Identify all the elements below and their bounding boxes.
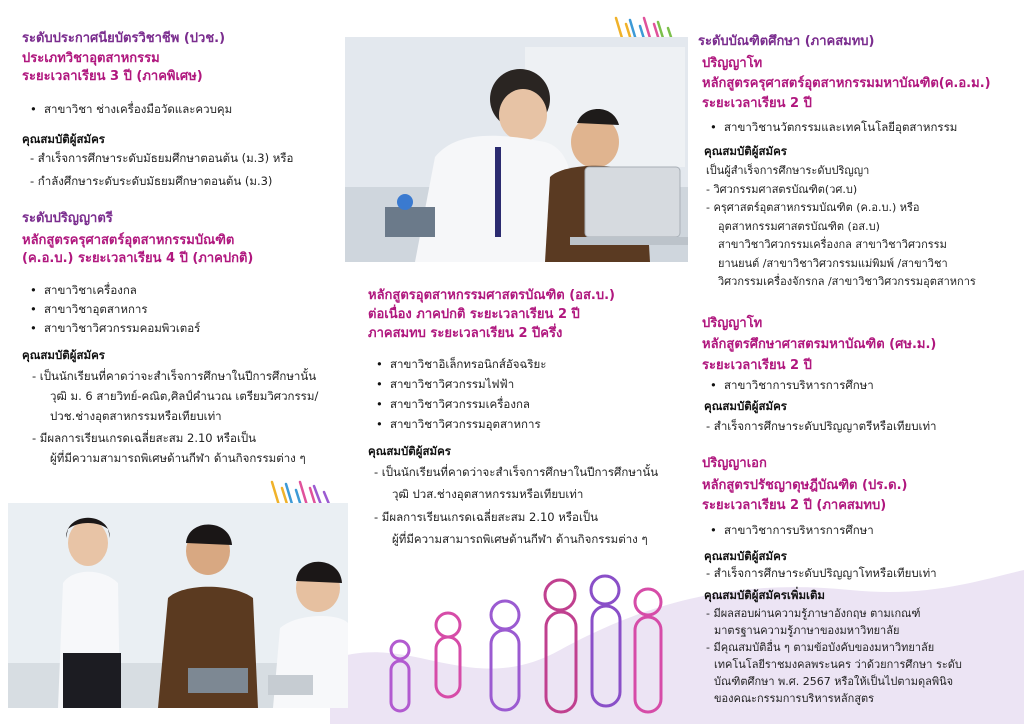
industrial-qual-heading: คุณสมบัติผู้สมัคร (368, 444, 451, 458)
doctorate-program: หลักสูตรปรัชญาดุษฎีบัณฑิต (ปร.ด.) (702, 478, 908, 493)
list-item: - มีคุณสมบัติอื่น ๆ ตามข้อบังคับของมหาวิทยาลัย (706, 641, 935, 654)
cert-type: ประเภทวิชาอุตสาหกรรม (22, 51, 160, 66)
list-item: วุฒิ ปวส.ช่างอุตสาหกรรมหรือเทียบเท่า (392, 487, 584, 501)
master2-qual-heading: คุณสมบัติผู้สมัคร (704, 399, 787, 413)
list-item: อุตสาหกรรมศาสตรบัณฑิต (อส.บ) (718, 219, 880, 233)
industrial-program-regular: ต่อเนื่อง ภาคปกติ ระยะเวลาเรียน 2 ปี (368, 307, 580, 322)
cert-level-title: ระดับประกาศนียบัตรวิชาชีพ (ปวช.) (22, 31, 226, 46)
doctorate-level: ปริญญาเอก (702, 456, 767, 471)
cert-qual-list (26, 150, 336, 190)
bachelor-qual-heading: คุณสมบัติผู้สมัคร (22, 348, 105, 362)
list-item: • สาขาวิชาการบริหารการศึกษา (706, 377, 1016, 394)
master1-program: หลักสูตรครุศาสตร์อุตสาหกรรมมหาบัณฑิต(ค.อ.ม.) (702, 76, 991, 91)
list-item: ผู้ที่มีความสามารถพิเศษด้านกีฬา ด้านกิจกรรมต่าง ๆ (392, 532, 648, 546)
students-laptop-photo (345, 37, 688, 262)
list-item: - มีผลสอบผ่านความรู้ภาษาอังกฤษ ตามเกณฑ์ (706, 607, 921, 620)
cert-qual-heading: คุณสมบัติผู้สมัคร (22, 132, 105, 146)
master1-level: ปริญญาโท (702, 56, 763, 71)
master1-duration: ระยะเวลาเรียน 2 ปี (702, 96, 812, 111)
bachelor-level-title: ระดับปริญญาตรี (22, 211, 113, 226)
list-item: - มีผลการเรียนเกรดเฉลี่ยสะสม 2.10 หรือเป็น (374, 510, 599, 524)
list-item: • สาขาวิชาอิเล็กทรอนิกส์อัจฉริยะ (372, 356, 682, 373)
master1-qual-list (702, 162, 1018, 292)
list-item: วุฒิ ม. 6 สายวิทย์-คณิต,ศิลป์คำนวณ เตรียมวิศวกรรม/ (50, 389, 319, 403)
bachelor-majors-list (26, 282, 336, 337)
list-item: • สาขาวิชาวิศวกรรมอุตสาหการ (372, 416, 682, 433)
students-group-photo (8, 503, 348, 708)
list-item: ยานยนต์ /สาขาวิชาวิศวกรรมแม่พิมพ์ /สาขาวิชา (718, 256, 948, 270)
list-item: • สาขาวิชาวิศวกรรมคอมพิวเตอร์ (26, 320, 336, 337)
list-item: • สาขาวิชาอุตสาหการ (26, 301, 336, 318)
list-item: ปวช.ช่างอุตสาหกรรมหรือเทียบเท่า (50, 409, 222, 423)
list-item: มาตรฐานความรู้ภาษาของมหาวิทยาลัย (714, 624, 900, 637)
list-item: - ครุศาสตร์อุตสาหกรรมบัณฑิต (ค.อ.บ.) หรือ (706, 201, 920, 214)
list-item: • สาขาวิชาการบริหารการศึกษา (706, 522, 1016, 539)
list-item: • สาขาวิชา ช่างเครื่องมือวัดและควบคุม (26, 101, 336, 118)
cert-majors-list (26, 101, 336, 118)
list-item: • สาขาวิชานวัตกรรมและเทคโนโลยีอุตสาหกรรม (706, 119, 1016, 136)
list-item: - มีผลการเรียนเกรดเฉลี่ยสะสม 2.10 หรือเป็น (32, 431, 257, 445)
list-item: ผู้ที่มีความสามารถพิเศษด้านกีฬา ด้านกิจกรรมต่าง ๆ (50, 451, 306, 465)
list-item: • สาขาวิชาวิศวกรรมเครื่องกล (372, 396, 682, 413)
doctorate-extra-heading: คุณสมบัติผู้สมัครเพิ่มเติม (704, 588, 826, 602)
list-item: เป็นผู้สำเร็จการศึกษาระดับปริญญา (706, 164, 870, 177)
list-item: บัณฑิตศึกษา พ.ศ. 2567 หรือให้เป็นไปตามดุลพินิจ (714, 675, 954, 688)
list-item: - วิศวกรรมศาสตรบัณฑิต(วศ.บ) (706, 182, 858, 196)
doctorate-extra-list (702, 605, 1018, 707)
list-item: • สาขาวิชาวิศวกรรมไฟฟ้า (372, 376, 682, 393)
industrial-program-title: หลักสูตรอุตสาหกรรมศาสตรบัณฑิต (อส.บ.) (368, 288, 615, 303)
doctorate-majors-list (706, 522, 1016, 539)
master2-program: หลักสูตรศึกษาศาสตรมหาบัณฑิต (ศษ.ม.) (702, 337, 937, 352)
industrial-qual-list (370, 464, 690, 548)
doctorate-qual-list (702, 565, 1018, 582)
bachelor-program-duration: (ค.อ.บ.) ระยะเวลาเรียน 4 ปี (ภาคปกติ) (22, 251, 254, 266)
doctorate-qual-heading: คุณสมบัติผู้สมัคร (704, 549, 787, 563)
list-item: • สาขาวิชาเครื่องกล (26, 282, 336, 299)
master1-qual-heading: คุณสมบัติผู้สมัคร (704, 144, 787, 158)
master2-majors-list (706, 377, 1016, 394)
industrial-program-evening: ภาคสมทบ ระยะเวลาเรียน 2 ปีครึ่ง (368, 326, 563, 341)
master2-duration: ระยะเวลาเรียน 2 ปี (702, 358, 812, 373)
bachelor-qual-list (28, 368, 348, 467)
list-item: - สำเร็จการศึกษาระดับปริญญาโทหรือเทียบเท่า (706, 566, 937, 580)
list-item: เทคโนโลยีราชมงคลพระนคร ว่าด้วยการศึกษา ระดับ (714, 658, 962, 671)
list-item: - เป็นนักเรียนที่คาดว่าจะสำเร็จการศึกษาในปีการศึกษานั้น (374, 465, 659, 479)
master1-majors-list (706, 119, 1016, 136)
cert-duration: ระยะเวลาเรียน 3 ปี (ภาคพิเศษ) (22, 69, 203, 84)
doctorate-duration: ระยะเวลาเรียน 2 ปี (ภาคสมทบ) (702, 498, 887, 513)
list-item: วิศวกรรมเครื่องจักรกล /สาขาวิชาวิศวกรรมอุตสาหการ (718, 275, 976, 288)
list-item: - สำเร็จการศึกษาระดับมัธยมศึกษาตอนต้น (ม.3) หรือ (30, 151, 294, 165)
list-item: ของคณะกรรมการบริหารหลักสูตร (714, 692, 875, 705)
master2-qual-list (702, 418, 1018, 435)
list-item: - สำเร็จการศึกษาระดับปริญญาตรีหรือเทียบเท่า (706, 419, 937, 433)
bachelor-program: หลักสูตรครุศาสตร์อุตสาหกรรมบัณฑิต (22, 233, 235, 248)
list-item: - กำลังศึกษาระดับระดับมัธยมศึกษาตอนต้น (ม.3) (30, 174, 273, 188)
industrial-majors-list (372, 356, 682, 433)
list-item: - เป็นนักเรียนที่คาดว่าจะสำเร็จการศึกษาในปีการศึกษานั้น (32, 369, 317, 383)
list-item: สาขาวิชาวิศวกรรมเครื่องกล สาขาวิชาวิศวกรรม (718, 238, 947, 251)
master2-level: ปริญญาโท (702, 316, 763, 331)
graduate-level-title: ระดับบัณฑิตศึกษา (ภาคสมทบ) (698, 34, 875, 49)
